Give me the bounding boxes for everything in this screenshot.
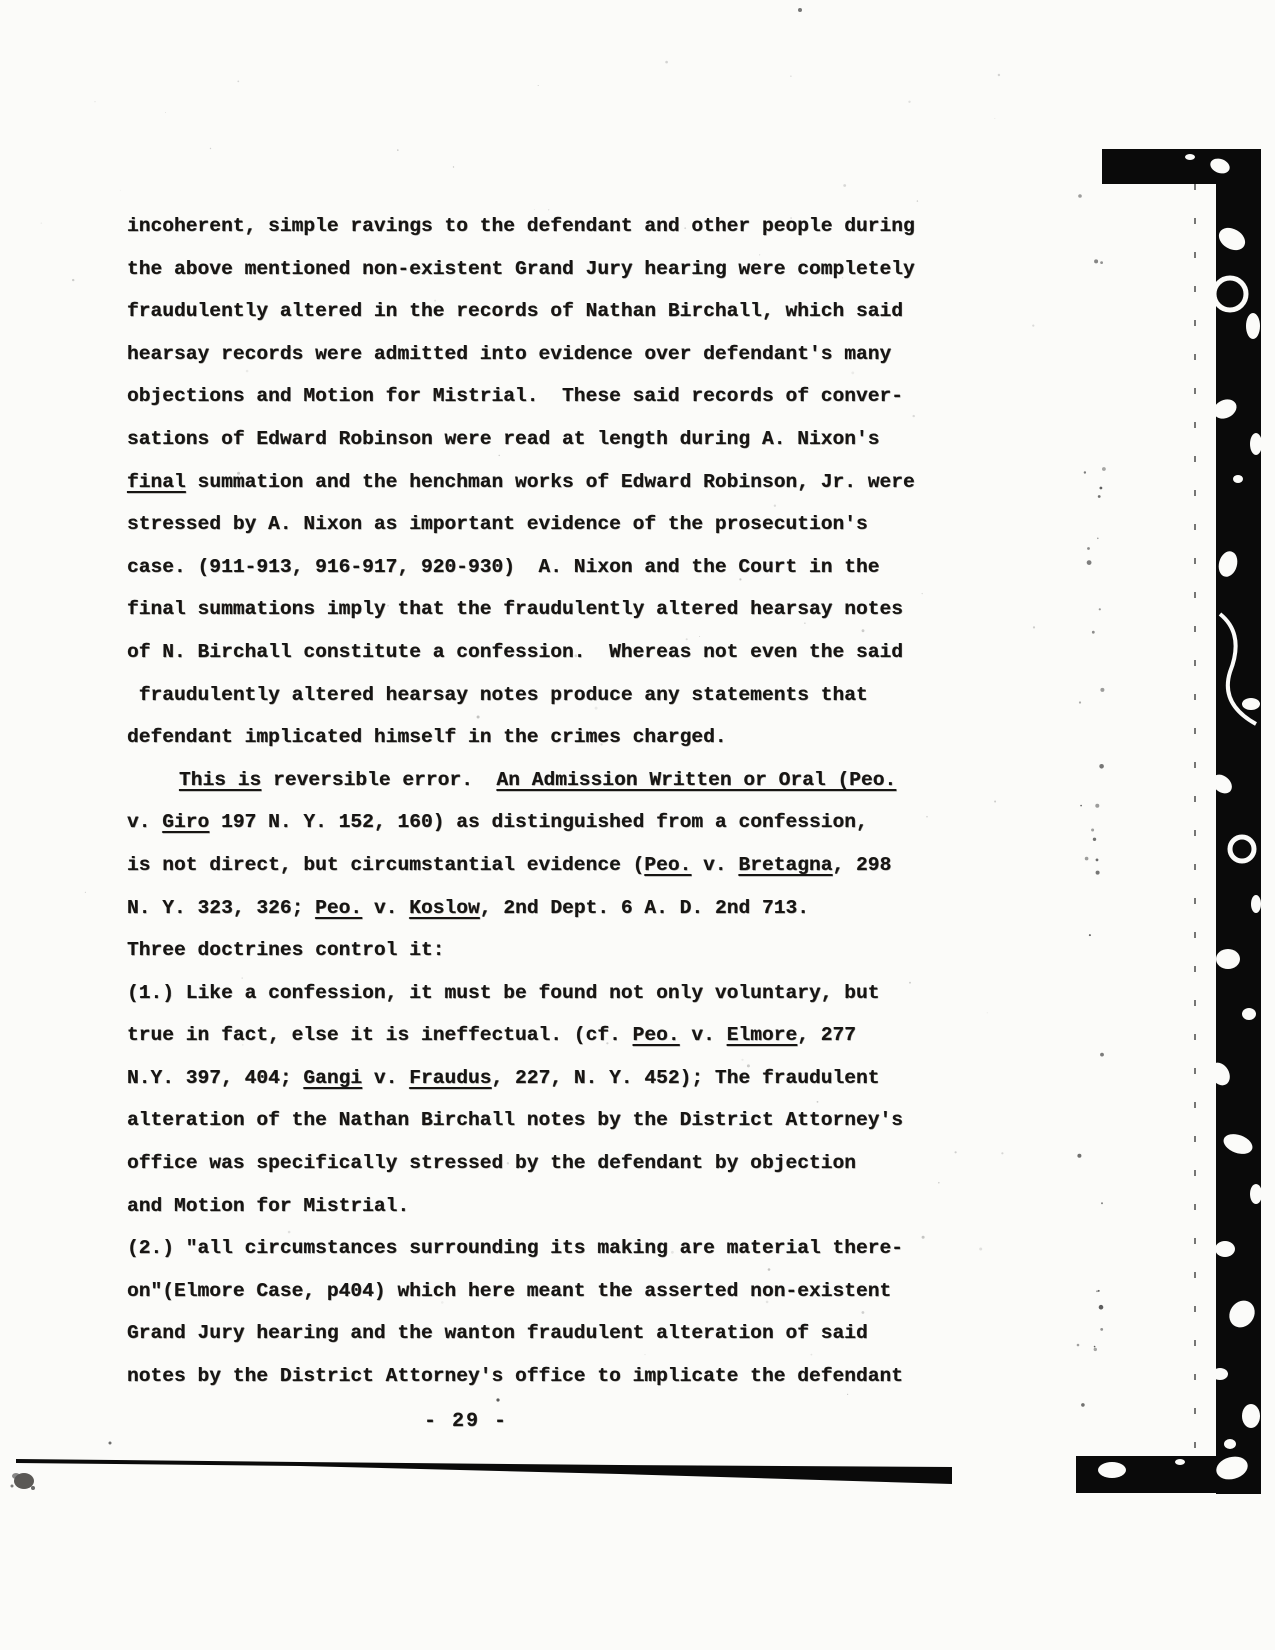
text-segment: summation and the henchman works of Edward Robinson, Jr. were xyxy=(185,470,915,493)
text-segment: final xyxy=(127,470,186,493)
text-segment: on"(Elmore Case, p404) which here meant the asserted non-existent xyxy=(127,1279,892,1302)
text-segment: of N. Birchall constitute a confession. Whereas not even the said xyxy=(127,640,904,663)
page-number: - 29 - xyxy=(424,1410,509,1433)
text-segment: v. xyxy=(127,811,163,834)
text-segment: , 227, N. Y. 452); The fraudulent xyxy=(491,1066,880,1089)
text-segment: , 298 xyxy=(832,853,892,876)
text-segment: v. xyxy=(691,853,739,876)
text-segment: Peo. xyxy=(644,853,692,876)
text-segment: Three doctrines control it: xyxy=(127,939,445,962)
text-segment: fraudulently altered in the records of Nathan Birchall, which said xyxy=(127,300,904,323)
text-segment: and Motion for Mistrial. xyxy=(127,1194,410,1217)
text-segment: v. xyxy=(362,1066,410,1089)
text-segment: Gangi xyxy=(303,1066,363,1089)
text-segment: N. Y. 323, 326; xyxy=(127,896,316,919)
text-segment: Grand Jury hearing and the wanton fraudulent alteration of said xyxy=(127,1322,868,1345)
text-segment: (1.) Like a confession, it must be found not only voluntary, but xyxy=(127,981,880,1004)
text-segment: An Admission Written or Oral (Peo. xyxy=(496,768,897,791)
text-segment: alteration of the Nathan Birchall notes by the District Attorney's xyxy=(127,1109,904,1132)
text-segment: Giro xyxy=(162,811,210,834)
text-segment: Peo. xyxy=(315,896,363,919)
text-segment: true in fact, else it is ineffectual. (cf. xyxy=(127,1024,633,1047)
text-segment: notes by the District Attorney's office to implicate the defendant xyxy=(127,1365,904,1388)
text-segment: N.Y. 397, 404; xyxy=(127,1066,304,1089)
text-segment: defendant implicated himself in the crimes charged. xyxy=(127,726,727,749)
text-segment: incoherent, simple ravings to the defendant and other people during xyxy=(127,215,915,237)
text-segment: Peo. xyxy=(632,1024,680,1047)
text-segment: is not direct, but circumstantial evidence ( xyxy=(127,853,645,876)
text-segment: office was specifically stressed by the defendant by objection xyxy=(127,1152,857,1175)
text-segment: This is xyxy=(179,768,262,791)
text-segment: Bretagna xyxy=(738,853,833,876)
text-segment: , 277 xyxy=(797,1024,857,1047)
text-segment: case. (911-913, 916-917, 920-930) A. Nixon and the Court in the xyxy=(127,555,880,578)
text-segment: v. xyxy=(679,1024,727,1047)
text-segment: Fraudus xyxy=(409,1066,492,1089)
text-segment: final summations imply that the fraudulently altered hearsay notes xyxy=(127,598,904,621)
text-segment: , 2nd Dept. 6 A. D. 2nd 713. xyxy=(479,896,810,919)
text-segment: (2.) "all circumstances surrounding its making are material there- xyxy=(127,1237,904,1260)
text-segment: sations of Edward Robinson were read at length during A. Nixon's xyxy=(127,427,880,450)
text-segment: fraudulently altered hearsay notes produce any statements that xyxy=(127,683,868,706)
text-segment: v. xyxy=(362,896,410,919)
text-segment: the above mentioned non-existent Grand Jury hearing were completely xyxy=(127,257,915,280)
text-segment: stressed by A. Nixon as important evidence of the prosecution's xyxy=(127,513,868,536)
text-segment: Elmore xyxy=(726,1024,798,1047)
text-segment: reversible error. xyxy=(261,768,497,791)
text-segment: objections and Motion for Mistrial. These said records of conver- xyxy=(127,385,904,408)
text-segment: hearsay records were admitted into evidence over defendant's many xyxy=(127,342,892,365)
text-segment: 197 N. Y. 152, 160) as distinguished from a confession, xyxy=(209,811,868,834)
text-segment: Koslow xyxy=(409,896,480,919)
